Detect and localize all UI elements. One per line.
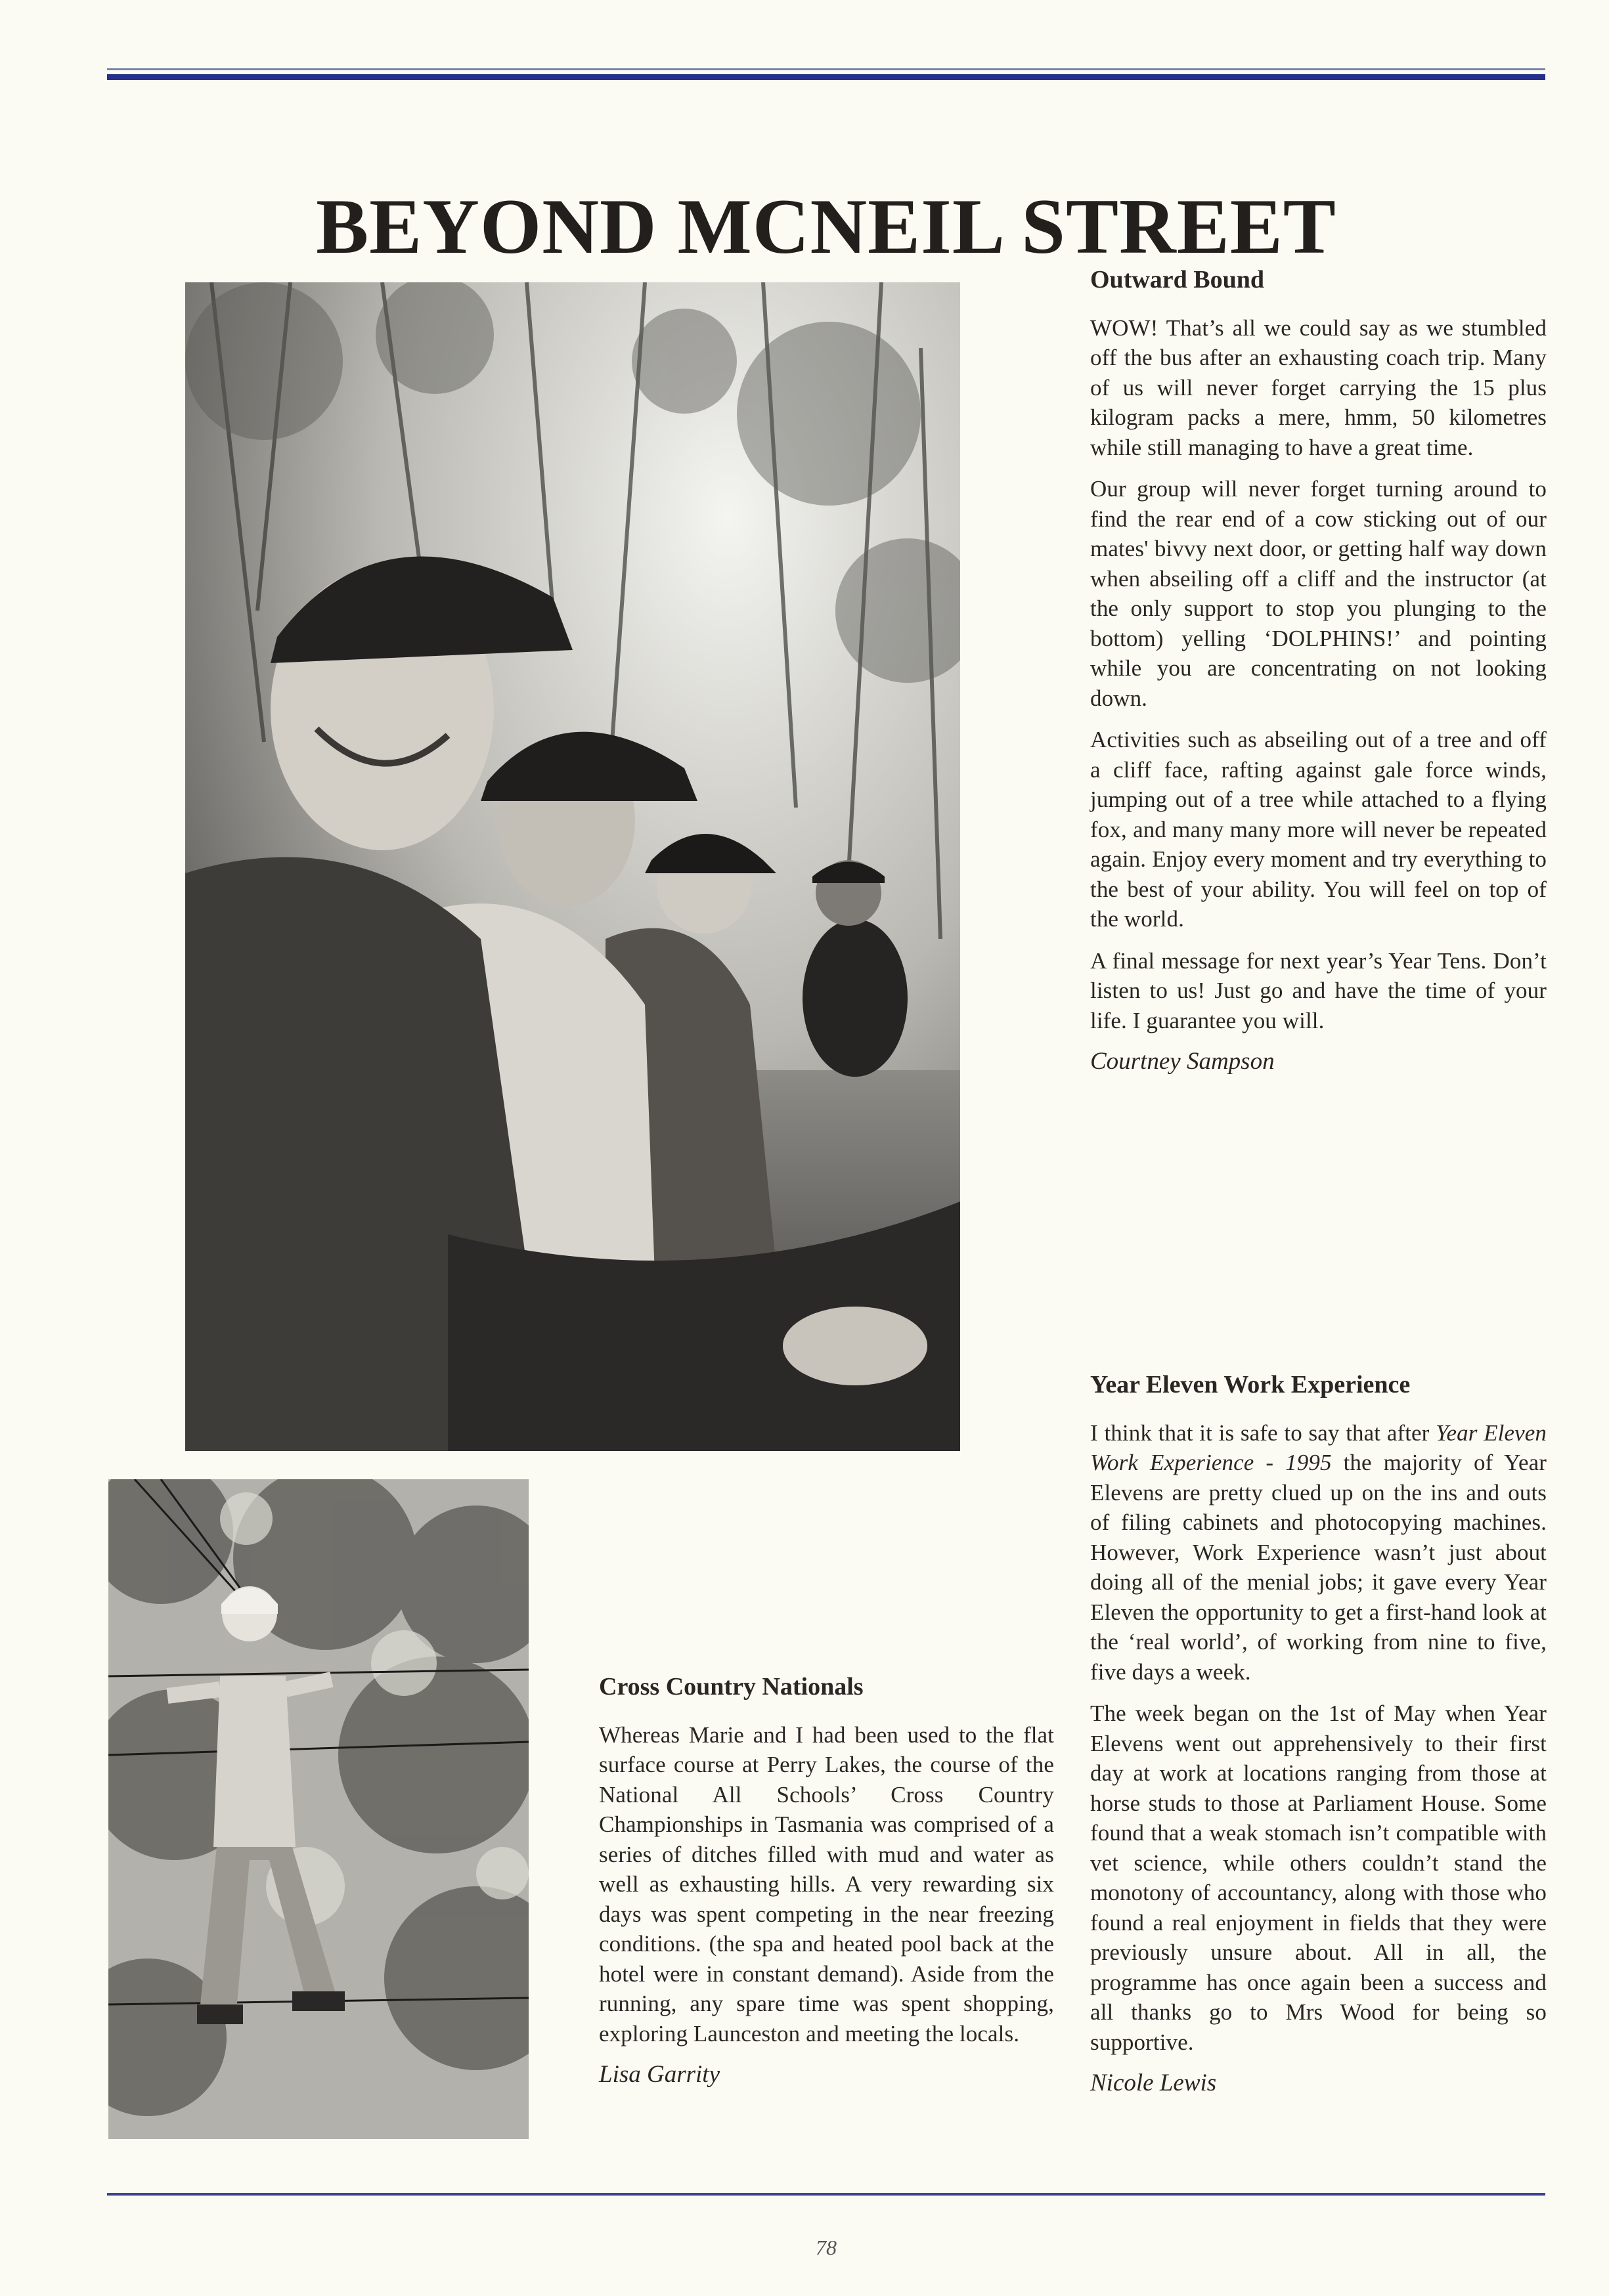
ropes-course-image (108, 1479, 529, 2139)
paragraph-text: the majority of Year Elevens are pretty clued up on the ins and outs of filing cabinets and photocopying machines. However, Work Experience wasn’t just about doing all of the menial jobs; it gave every Year Eleven the opportunity to get a first-hand look at the ‘real world’, of working from nine to five, five days a week. (1090, 1450, 1547, 1685)
article-paragraph: Activities such as abseiling out of a tree and off a cliff face, rafting against gale force winds, jumping out of a tree while attached to a flying fox, and many many more will never be repeated again. Enjoy every moment and try everything to the best of your ability. You will feel on top of the world. (1090, 727, 1547, 932)
article-paragraph: WOW! That’s all we could say as we stumbled off the bus after an exhausting coach trip. Many of us will never forget carrying the 15 plus kilogram packs a mere, hmm, 50 kilometres while still managing to have a great time. (1090, 314, 1547, 460)
article-work-experience (1090, 1371, 1547, 2097)
page-title: BEYOND MCNEIL STREET (316, 183, 1336, 271)
paragraph-italic-title: Year Eleven Work Experience - 1995 (1090, 1419, 1547, 1476)
article-paragraph (1090, 1418, 1547, 1687)
ropes-course-photo (108, 1479, 529, 2139)
article-paragraph: A final message for next year’s Year Tens. Don’t listen to us! Just go and have the time of your life. I guarantee you will. (1090, 947, 1547, 1033)
article-paragraph: The week began on the 1st of May when Year Elevens went out apprehensively to their first day at work at locations ranging from those at horse studs to those at Parliament House. Some found that a weak stomach isn’t compatible with vet science, while others couldn’t stand the monotony of accountancy, along with those who found a real enjoyment in fields that they were previously unsure about. All in all, the programme has once again been a success and all thanks go to Mrs Wood for being so supportive. (1090, 1700, 1547, 2055)
paragraph-text: I think that it is safe to say that after (1090, 1419, 1436, 1446)
article-outward-bound (1090, 266, 1547, 1075)
top-rule-thick (107, 74, 1545, 80)
article-byline: Courtney Sampson (1090, 1048, 1275, 1075)
article-heading: Year Eleven Work Experience (1090, 1371, 1411, 1398)
article-paragraph: Our group will never forget turning around to find the rear end of a cow sticking out of our mates' bivvy next door, or getting half way down when abseiling off a cliff and the instructor (at the only support to stop you plunging to the bottom) yelling ‘DOLPHINS!’ and pointing while you are concentrating on not looking down. (1090, 476, 1547, 711)
article-byline: Nicole Lewis (1090, 2069, 1217, 2097)
top-rule-thin (107, 68, 1545, 70)
article-byline: Lisa Garrity (599, 2061, 720, 2089)
bottom-rule (107, 2193, 1545, 2196)
article-paragraph: Whereas Marie and I had been used to the flat surface course at Perry Lakes, the course of the National All Schools’ Cross Country Championships in Tasmania was comprised of a series of ditches filled with mud and water as well as exhausting hills. A very rewarding six days was spent competing in the near freezing conditions. (the spa and heated pool back at the hotel were in constant demand). Aside from the running, any spare time was spent shopping, exploring Launceston and meeting the locals. (599, 1722, 1054, 2047)
article-heading: Outward Bound (1090, 266, 1265, 293)
article-cross-country (599, 1673, 1054, 2089)
article-heading: Cross Country Nationals (599, 1673, 864, 1700)
group-photo-image (185, 282, 960, 1451)
group-photo (185, 282, 960, 1451)
page-number: 78 (816, 2236, 837, 2259)
